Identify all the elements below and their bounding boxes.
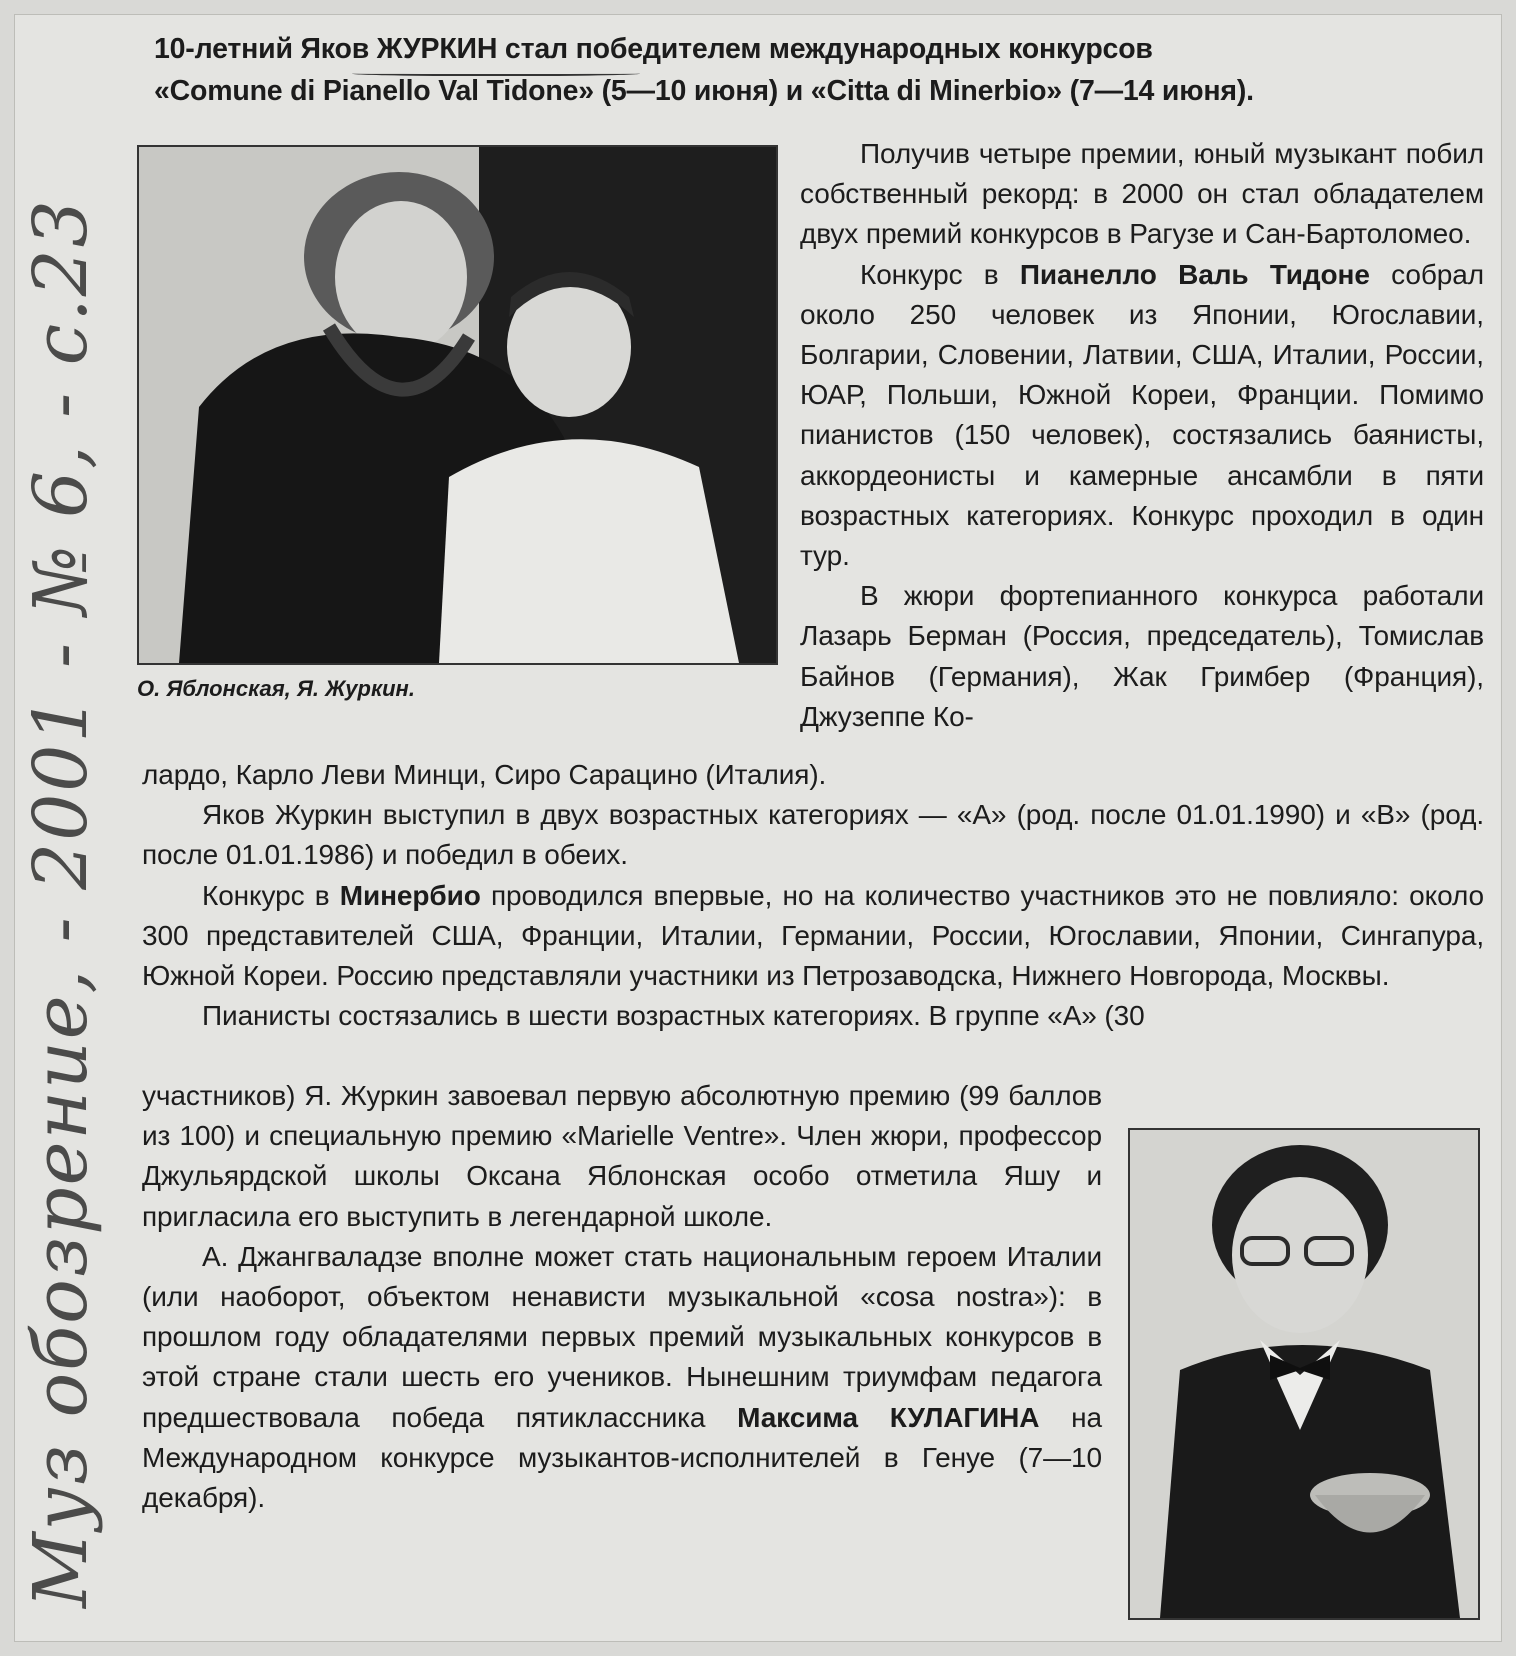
paragraph-2-text-b: собрал около 250 человек из Японии, Югославии, Болгарии, Словении, Латвии, США, Италии, России, ЮАР, Польши, Южной Кореи, Франции. Помимо пианистов (150 человек), состязались баянисты, аккордеонисты и камерные ансамбли в пяти возрастных категориях. Конкурс проходил в один тур. [800, 258, 1484, 572]
paragraph-2 [800, 255, 1484, 577]
article-column-top-right [800, 134, 1484, 737]
photo-yablonskaya-zhurkin [137, 145, 778, 665]
article-column-bottom-left [142, 1076, 1102, 1518]
paragraph-2-text-a: Конкурс в [860, 258, 1020, 290]
paragraph-6b: участников) Я. Журкин завоевал первую абсолютную премию (99 баллов из 100) и специальную премию «Marielle Ventre». Член жюри, профессор Джульярдской школы Оксана Яблонская особо отметила Яшу и пригласила его выступить в легендарной школе. [142, 1080, 1102, 1232]
paragraph-5 [142, 876, 1484, 997]
paragraph-2-bold: Пианелло Валь Тидоне [1019, 258, 1370, 290]
paragraph-3a: В жюри фортепианного конкурса работали Лазарь Берман (Россия, председатель), Томислав Байнов (Германия), Жак Гримбер (Франция), Джузеппе Ко- [800, 580, 1484, 732]
paragraph-4: Яков Журкин выступил в двух возрастных категориях — «А» (род. после 01.01.1990) и «В» (род. после 01.01.1986) и победил в обеих. [142, 799, 1484, 871]
paragraph-5-text-b: проводился впервые, но на количество участников это не повлияло: около 300 представителей США, Франции, Италии, Германии, России, Югославии, Японии, Сингапура, Южной Кореи. Россию представляли участники из Петрозаводска, Нижнего Новгорода, Москвы. [142, 879, 1484, 992]
photo-1-illustration [139, 147, 776, 663]
pen-underline [352, 70, 640, 76]
photo-1-caption: О. Яблонская, Я. Журкин. [137, 676, 415, 701]
paragraph-7-text-b: на Международном конкурсе музыкантов-исполнителей в Генуе (7—10 декабря). [142, 1401, 1103, 1514]
paragraph-6a: Пианисты состязались в шести возрастных категориях. В группе «А» (30 [202, 1000, 1145, 1032]
photo-zhurkin-portrait [1128, 1128, 1480, 1620]
paragraph-3b: лардо, Карло Леви Минци, Сиро Сарацино (Италия). [142, 759, 827, 790]
headline-line-2: «Comune di Pianello Val Tidone» (5—10 июня) и «Citta di Minerbio» (7—14 июня). [154, 75, 1254, 107]
paragraph-1: Получив четыре премии, юный музыкант побил собственный рекорд: в 2000 он стал обладателем двух премий конкурсов в Рагузе и Сан-Бартоломео. [800, 138, 1484, 250]
article-column-middle [142, 755, 1484, 1036]
paragraph-7-bold: Максима КУЛАГИНА [737, 1401, 1040, 1433]
paragraph-5-bold: Минербио [339, 879, 481, 911]
paragraph-7 [142, 1237, 1102, 1518]
paragraph-7-text-a: А. Джангваладзе вполне может стать национальным героем Италии (или наоборот, объектом ненависти музыкальной «cosa nostra»): в прошлом году обладателями первых премий музыкальных конкурсов в этой стране стали шесть его учеников. Нынешним триумфам педагога предшествовала победа пятиклассника [142, 1240, 1102, 1433]
handwritten-note: Муз обозрение, - 2001 - № 6, - с.23 [18, 198, 104, 1608]
paragraph-5-text-a: Конкурс в [202, 879, 340, 911]
headline-line-1: 10-летний Яков ЖУРКИН стал победителем международных конкурсов [154, 33, 1153, 65]
photo-2-illustration [1130, 1130, 1478, 1618]
